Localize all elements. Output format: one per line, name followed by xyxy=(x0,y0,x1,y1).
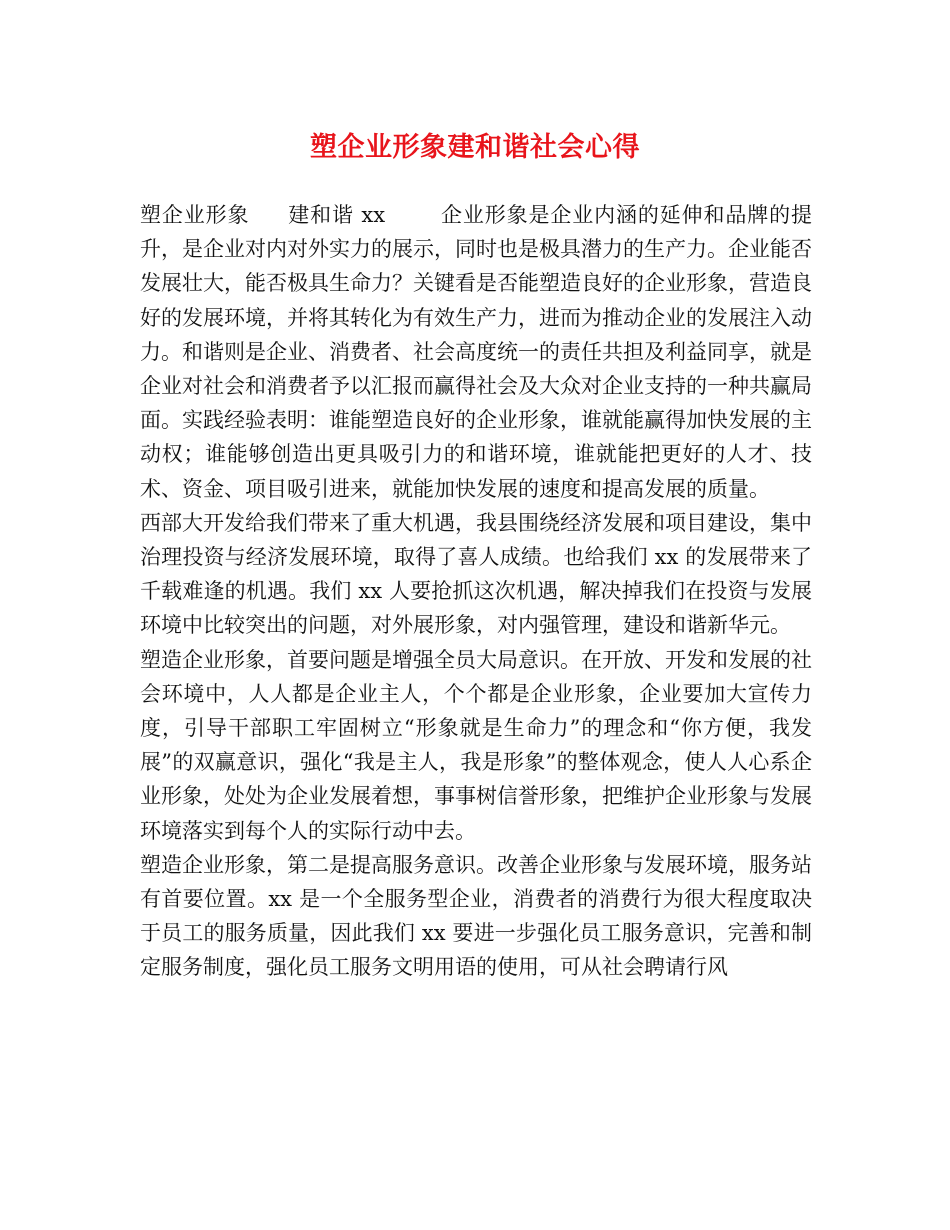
paragraph-1-text: 企业形象是企业内涵的延伸和品牌的提升，是企业对内对外实力的展示，同时也是极具潜力的生产力。企业能否发展壮大，能否极具生命力？关键看是否能塑造良好的企业形象，营造良好的发展环境，并将其转化为有效生产力，进而为推动企业的发展注入动力。和谐则是企业、消费者、社会高度统一的责任共担及利益同享，就是企业对社会和消费者予以汇报而赢得社会及大众对企业支持的一种共赢局面。实践经验表明：谁能塑造良好的企业形象，谁就能赢得加快发展的主动权；谁能够创造出更具吸引力的和谐环境，谁就能把更好的人才、技术、资金、项目吸引进来，就能加快发展的速度和提高发展的质量。 xyxy=(140,203,812,501)
paragraph-1 xyxy=(140,198,812,506)
document-body xyxy=(140,198,812,985)
paragraph-2: 西部大开发给我们带来了重大机遇，我县围绕经济发展和项目建设，集中治理投资与经济发展环境，取得了喜人成绩。也给我们 xx 的发展带来了千载难逢的机遇。我们 xx 人要抢抓这次机遇，解决掉我们在投资与发展环境中比较突出的问题，对外展形象，对内强管理，建设和谐新华元。 xyxy=(140,510,812,638)
heading-fragment-1: 塑企业形象 xyxy=(140,203,250,227)
heading-fragment-2: 建和谐 xx xyxy=(287,203,386,227)
paragraph-4: 塑造企业形象，第二是提高服务意识。改善企业形象与发展环境，服务站有首要位置。xx 是一个全服务型企业，消费者的消费行为很大程度取决于员工的服务质量，因此我们 xx 要进一步强化员工服务意识，完善和制定服务制度，强化员工服务文明用语的使用，可从社会聘请行风 xyxy=(140,852,812,980)
document-title: 塑企业形象建和谐社会心得 xyxy=(310,132,640,163)
paragraph-3: 塑造企业形象，首要问题是增强全员大局意识。在开放、开发和发展的社会环境中，人人都是企业主人，个个都是企业形象，企业要加大宣传力度，引导干部职工牢固树立“形象就是生命力”的理念和“你方便，我发展”的双赢意识，强化“我是主人，我是形象”的整体观念，使人人心系企业形象，处处为企业发展着想，事事树信誉形象，把维护企业形象与发展环境落实到每个人的实际行动中去。 xyxy=(140,647,812,843)
